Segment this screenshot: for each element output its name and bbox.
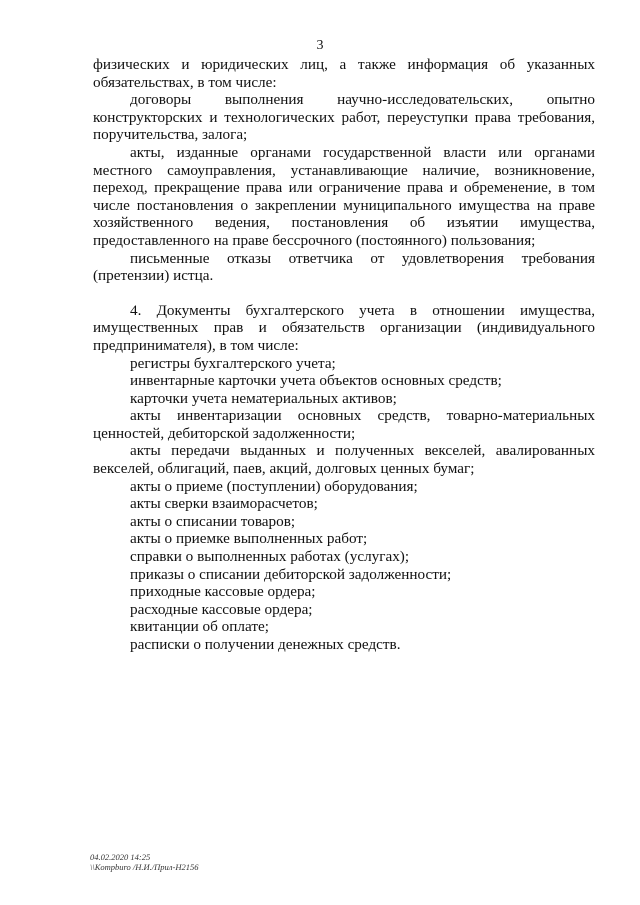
- paragraph: акты, изданные органами государственной власти или органами местного самоуправления, устанавливающие наличие, возникновение, переход, прекращение права или ограничение права и обременение, в том числе постановления о закреплении муниципального имущества на праве хозяйственного ведения, постановления об изъятии имущества, предоставленного на праве бессрочного (постоянного) пользования;: [93, 143, 595, 249]
- paragraph: акты инвентаризации основных средств, товарно-материальных ценностей, дебиторской задолженности;: [93, 407, 595, 442]
- paragraph: акты передачи выданных и полученных векселей, авалированных векселей, облигаций, паев, акций, долговых ценных бумаг;: [93, 442, 595, 478]
- paragraph: приходные кассовые ордера;: [130, 583, 316, 601]
- paragraph: акты о приеме (поступлении) оборудования;: [130, 477, 418, 495]
- page-number: 3: [316, 38, 324, 53]
- paragraph: письменные отказы ответчика от удовлетворения требования (претензии) истца.: [93, 249, 595, 285]
- paragraph: расходные кассовые ордера;: [130, 600, 313, 618]
- paragraph: договоры выполнения научно-исследовательских, опытно конструкторских и технологических работ, переуступки права требования, поручительства, залога;: [93, 91, 595, 144]
- paragraph: справки о выполненных работах (услугах);: [130, 548, 410, 566]
- paragraph: карточки учета нематериальных активов;: [130, 389, 397, 407]
- footer-timestamp: 04.02.2020 14:25: [90, 852, 151, 862]
- document-body: [93, 56, 595, 654]
- paragraph: акты о списании товаров;: [130, 512, 296, 530]
- paragraph: расписки о получении денежных средств.: [130, 636, 401, 653]
- paragraph: акты о приемке выполненных работ;: [130, 530, 368, 548]
- footer-file-path: \\Kompburo /Н.И./Прил-Н2156: [90, 862, 199, 872]
- paragraph: инвентарные карточки учета объектов основных средств;: [130, 372, 502, 390]
- paragraph: квитанции об оплате;: [130, 618, 269, 636]
- paragraph: 4. Документы бухгалтерского учета в отношении имущества, имущественных прав и обязательств организации (индивидуального предпринимателя), в том числе:: [93, 301, 595, 354]
- document-footer: [90, 852, 198, 872]
- paragraph: физических и юридических лиц, а также информация об указанных обязательствах, в том числе:: [93, 56, 595, 91]
- paragraph: акты сверки взаиморасчетов;: [130, 495, 318, 513]
- paragraph: регистры бухгалтерского учета;: [130, 354, 336, 372]
- paragraph: приказы о списании дебиторской задолженности;: [130, 565, 452, 583]
